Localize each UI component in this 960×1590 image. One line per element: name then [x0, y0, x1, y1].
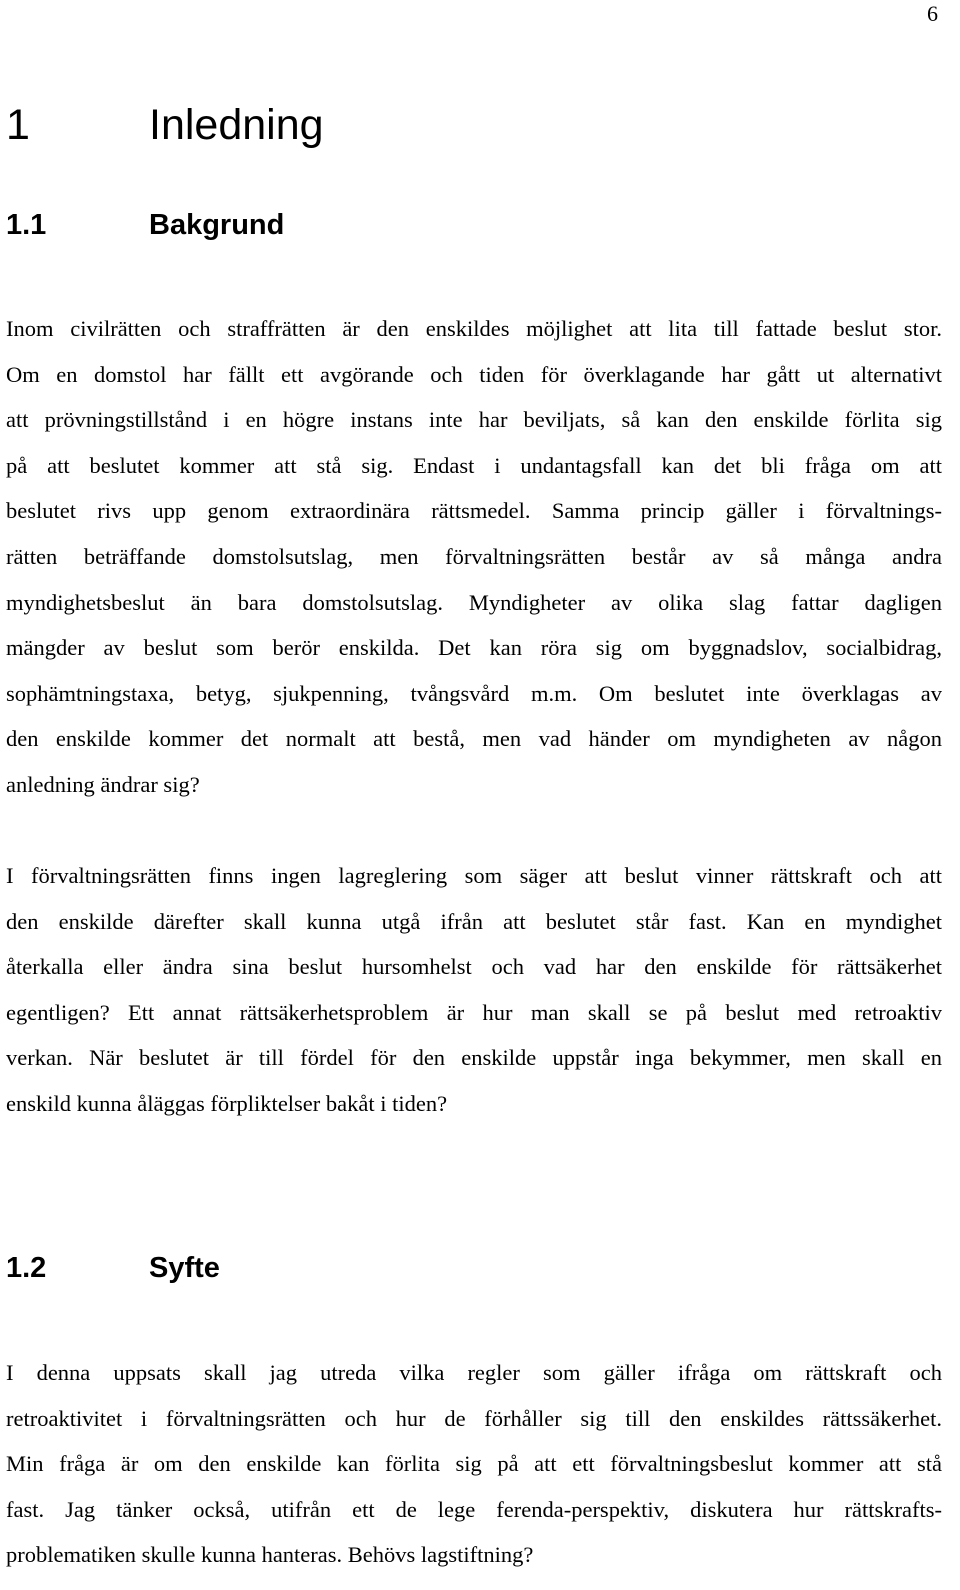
paragraph-syfte: [6, 1350, 942, 1578]
chapter-heading: [6, 98, 324, 152]
text-line: I denna uppsats skall jag utreda vilka regler som gäller ifråga om rättskraft och: [6, 1360, 942, 1385]
text-line: att prövningstillstånd i en högre instans inte har beviljats, så kan den enskilde förlita sig: [6, 407, 942, 433]
text-line: beslutet rivs upp genom extraordinära rättsmedel. Samma princip gäller i förvaltnings-: [6, 498, 942, 524]
text-line: sophämtningstaxa, betyg, sjukpenning, tvångsvård m.m. Om beslutet inte överklagas av: [6, 680, 942, 706]
section-title: Syfte: [149, 1252, 220, 1284]
text-line: enskild kunna åläggas förpliktelser bakåt i tiden?: [6, 1090, 448, 1116]
chapter-number: 1: [6, 101, 30, 149]
text-line: Inom civilrätten och straffrätten är den enskildes möjlighet att lita till fattade beslut stor.: [6, 316, 942, 341]
text-line: på att beslutet kommer att stå sig. Endast i undantagsfall kan det bli fråga om att: [6, 452, 942, 478]
text-line: den enskilde kommer det normalt att bestå, men vad händer om myndigheten av någon: [6, 726, 942, 752]
text-line: myndighetsbeslut än bara domstolsutslag. Myndigheter av olika slag fattar dagligen: [6, 589, 942, 615]
text-line: återkalla eller ändra sina beslut hursomhelst och vad har den enskilde för rättsäkerhet: [6, 954, 942, 980]
section-title: Bakgrund: [149, 209, 285, 241]
section-heading-bakgrund: [6, 207, 284, 243]
text-line: egentligen? Ett annat rättsäkerhetsproblem är hur man skall se på beslut med retroaktiv: [6, 999, 942, 1025]
text-line: Min fråga är om den enskilde kan förlita sig på att ett förvaltningsbeslut kommer att stå: [6, 1451, 942, 1477]
text-line: den enskilde därefter skall kunna utgå ifrån att beslutet står fast. Kan en myndighet: [6, 908, 942, 934]
section-number: 1.2: [6, 1252, 47, 1284]
section-heading-syfte: [6, 1250, 220, 1286]
text-line: verkan. När beslutet är till fördel för den enskilde uppstår inga bekymmer, men skall en: [6, 1045, 942, 1071]
text-line: fast. Jag tänker också, utifrån ett de lege ferenda-perspektiv, diskutera hur rättskrafts-: [6, 1496, 942, 1522]
text-line: retroaktivitet i förvaltningsrätten och hur de förhåller sig till den enskildes rättssäkerhet.: [6, 1405, 942, 1431]
text-line: rätten beträffande domstolsutslag, men förvaltningsrätten består av så många andra: [6, 543, 942, 569]
text-line: problematiken skulle kunna hanteras. Behövs lagstiftning?: [6, 1542, 534, 1568]
section-number: 1.1: [6, 209, 47, 241]
chapter-title: Inledning: [149, 101, 324, 149]
text-line: I förvaltningsrätten finns ingen lagreglering som säger att beslut vinner rättskraft och att: [6, 863, 942, 888]
text-line: anledning ändrar sig?: [6, 771, 200, 797]
paragraph-bakgrund-2: [6, 853, 942, 1127]
paragraph-bakgrund-1: [6, 306, 942, 808]
text-line: mängder av beslut som berör enskilda. Det kan röra sig om byggnadslov, socialbidrag,: [6, 635, 942, 661]
page-number: 6: [927, 1, 938, 26]
text-line: Om en domstol har fällt ett avgörande och tiden för överklagande har gått ut alternativt: [6, 361, 942, 387]
